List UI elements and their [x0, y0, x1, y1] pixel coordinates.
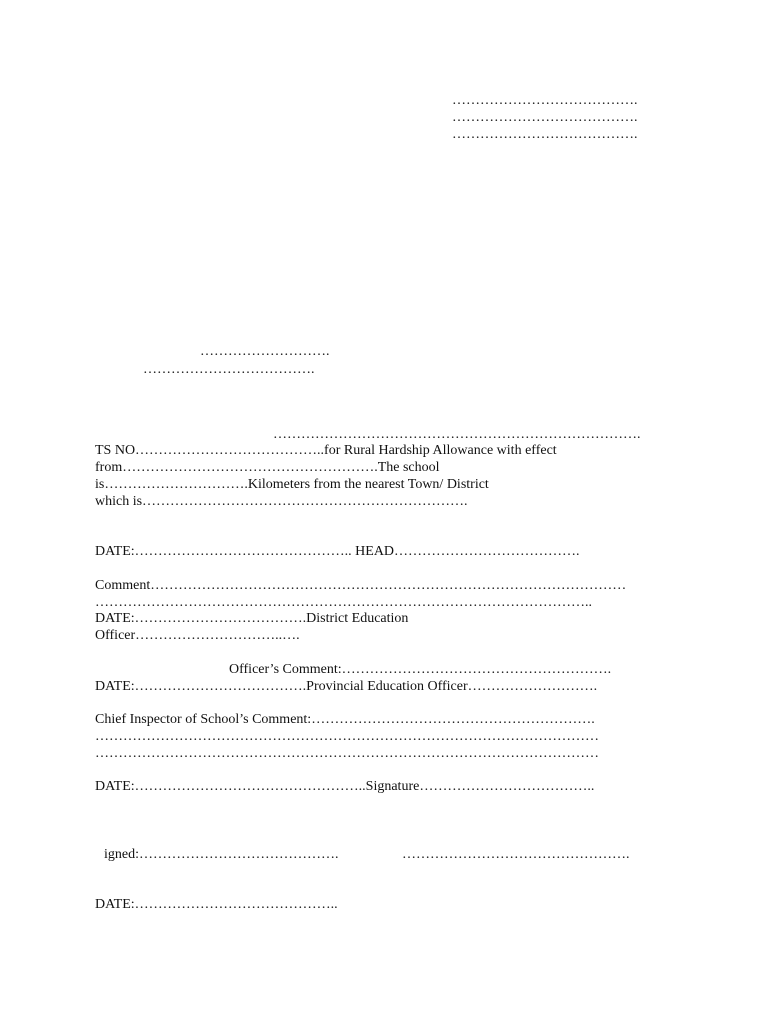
deo-comment-line-1: Comment………………………………………………………………………………………… [95, 578, 627, 593]
address-line-3: …………………………………. [452, 127, 638, 142]
deo-date-line: DATE:……………………………….District Education [95, 611, 409, 626]
address-line-1: …………………………………. [452, 93, 638, 108]
date-head-line: DATE:……………………………………….. HEAD…………………………………. [95, 544, 580, 559]
distance-line: is………………………….Kilometers from the nearest Town/ District [95, 477, 489, 492]
cis-comment-line-1: Chief Inspector of School’s Comment:……………………………………………………. [95, 712, 595, 727]
signed-line: igned:……………………………………. [104, 847, 339, 862]
cis-comment-line-2: ……………………………………………………………………………………………… [95, 729, 599, 744]
peo-date-line: DATE:……………………………….Provincial Education Officer………………………. [95, 679, 598, 694]
effect-from-line: from……………………………………………….The school [95, 460, 440, 475]
salutation-line-2: ………………………………. [143, 362, 315, 377]
deo-comment-line-2: …………………………………………………………………………………………….. [95, 595, 592, 610]
cis-comment-line-3: ……………………………………………………………………………………………… [95, 746, 599, 761]
final-date-line: DATE:…………………………………….. [95, 897, 338, 912]
ts-number-line: TS NO…………………………………..for Rural Hardship Allowance with effect [95, 443, 557, 458]
signed-right-line: …………………………………………. [402, 847, 630, 862]
peo-comment-line: Officer’s Comment:…………………………………………………. [229, 662, 612, 677]
district-line: which is……………………………………………………………. [95, 494, 468, 509]
deo-officer-line: Officer…………………………..…. [95, 628, 300, 643]
address-line-2: …………………………………. [452, 110, 638, 125]
cis-date-signature-line: DATE:…………………………………………..Signature……………………………….. [95, 779, 595, 794]
salutation-line-1: ………………………. [200, 344, 330, 359]
intro-line: ……………………………………………………………………. [273, 427, 641, 442]
